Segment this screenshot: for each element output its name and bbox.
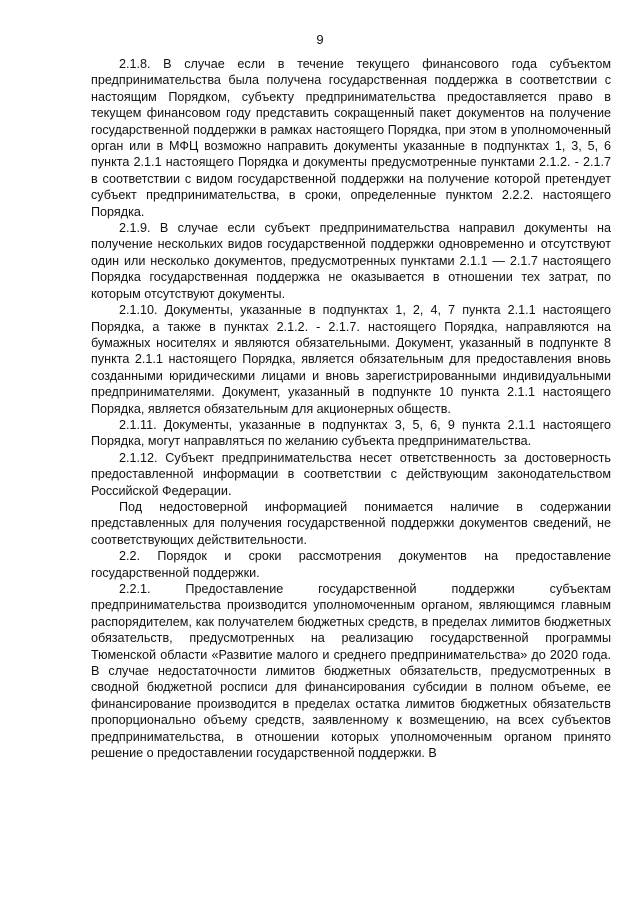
paragraph-2-1-8: 2.1.8. В случае если в течение текущего финансового года субъектом предпринимательства была получена государственная поддержка в соответствии с настоящим Порядком, субъекту предпринимательства предоставляется право в текущем финансовом году представить сокращенный пакет документов на получение государственной поддержки в рамках настоящего Порядка, при этом в уполномоченный орган или в МФЦ возможно направить документы указанные в подпунктах 1, 3, 5, 6 пункта 2.1.1 настоящего Порядка и документы предусмотренные пунктами 2.1.2. - 2.1.7 в соответствии с видом государственной поддержки на получение которой претендует субъект предпринимательства, в сроки, определенные пунктом 2.2.2. настоящего Порядка. — [91, 57, 611, 219]
paragraph-2-1-11: 2.1.11. Документы, указанные в подпунктах 3, 5, 6, 9 пункта 2.1.1 настоящего Порядка, могут направляться по желанию субъекта предпринимательства. — [91, 417, 611, 449]
paragraph-2-1-12: 2.1.12. Субъект предпринимательства несет ответственность за достоверность предоставленной информации в соответствии с действующим законодательством Российской Федерации. — [91, 450, 611, 498]
section-heading-2-2: 2.2. Порядок и сроки рассмотрения документов на предоставление государственной поддержки. — [91, 549, 611, 580]
paragraph-2-1-9: 2.1.9. В случае если субъект предпринимательства направил документы на получение нескольких видов государственной поддержки одновременно и отсутствуют один или несколько документов, предусмотренных пунктами 2.1.1 — 2.1.7 настоящего Порядка государственная поддержка не оказывается в отношении тех затрат, по которым отсутствуют документы. — [91, 221, 611, 301]
page-number: 9 — [316, 32, 324, 47]
paragraph-definition: Под недостоверной информацией понимается наличие в содержании представленных для получения государственной поддержки документов сведений, не соответствующих действительности. — [91, 499, 611, 547]
document-body — [91, 56, 611, 761]
paragraph-2-2-1: 2.2.1. Предоставление государственной поддержки субъектам предпринимательства производится уполномоченным органом, являющимся главным распорядителем, как получателем бюджетных средств, в пределах лимитов бюджетных обязательств, предусмотренных на реализацию государственной программы Тюменской области «Развитие малого и среднего предпринимательства» до 2020 года. В случае недостаточности лимитов бюджетных обязательств, предусмотренных в сводной бюджетной росписи для финансирования субсидии в полном объеме, ее финансирование производится в пределах остатка лимитов бюджетных обязательств пропорционально объему средств, заявленному к возмещению, на всех субъектов предпринимательства, в отношении которых уполномоченным органом принято решение о предоставлении государственной поддержки. В — [91, 582, 611, 761]
paragraph-2-1-10: 2.1.10. Документы, указанные в подпунктах 1, 2, 4, 7 пункта 2.1.1 настоящего Порядка, а также в пунктах 2.1.2. - 2.1.7. настоящего Порядка, направляются на бумажных носителях и являются обязательными. Документ, указанный в подпункте 8 пункта 2.1.1 настоящего Порядка, является обязательным для предоставления вновь созданными юридическими лицами и вновь зарегистрированными индивидуальными предпринимателями. Документ, указанный в подпункте 10 пункта 2.1.1 настоящего Порядка, является обязательным для акционерных обществ. — [91, 303, 611, 416]
